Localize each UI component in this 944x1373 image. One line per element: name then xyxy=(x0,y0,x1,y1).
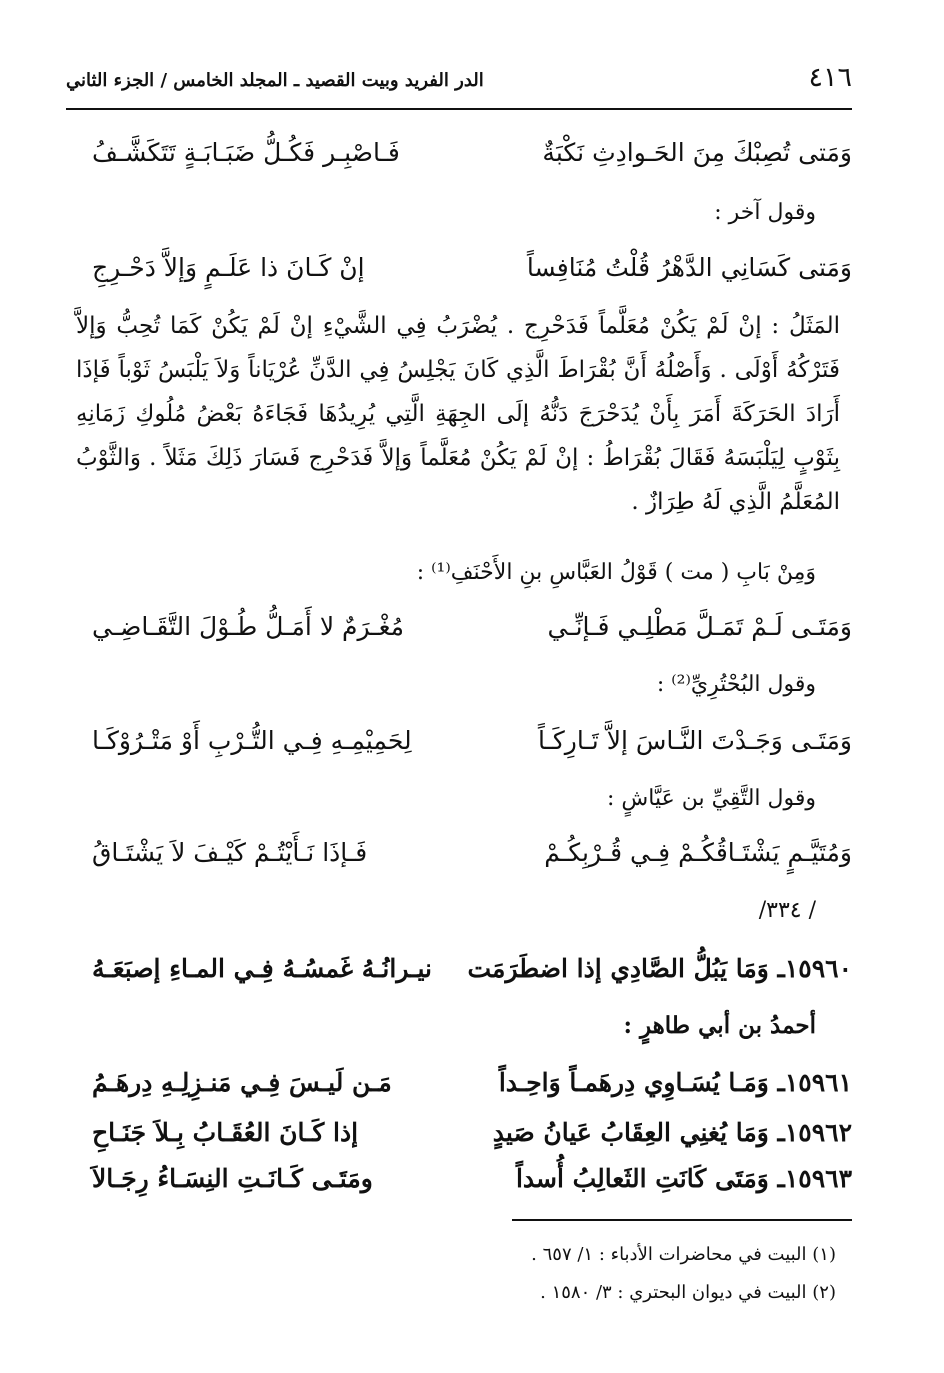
footnote: (١) البيت في محاضرات الأدباء : ١/ ٦٥٧ . xyxy=(531,1244,836,1265)
page-number: ٤١٦ xyxy=(808,62,852,93)
verse xyxy=(92,1164,852,1210)
verse-first-hemistich: وَمَتَـى لَـمْ تَمَـلَّ مَطْلِـي فَـإنِّـي xyxy=(547,612,852,641)
verse-first-hemistich: ١٥٩٦٢ـ وَمَا يُغنِي العِقَابُ عَيانُ صَيدٍ xyxy=(492,1118,852,1147)
attribution-label: وقول التَّقِيِّ بن عَيَّاشٍ : xyxy=(607,786,816,811)
running-title: الدر الفريد وبيت القصيد ـ المجلد الخامس / الجزء الثاني xyxy=(66,70,484,91)
verse-first-hemistich: وَمَتَـى وَجَـدْتَ النَّـاسَ إلاَّ تَـارِكَـاً xyxy=(537,726,852,755)
verse xyxy=(92,1118,852,1164)
verse xyxy=(92,612,852,658)
attribution-label: وقول البُحْتُرِيِّ⁽²⁾ : xyxy=(656,672,816,697)
proverb-paragraph: المَثَلُ : إنْ لَمْ يَكُنْ مُعَلَّماً فَدَحْرِج . يُضْرَبُ فِي الشَّيْءِ إنْ لَمْ يَكُنْ كَمَا تُحِبُّ وَإلاَّ فَتَرْكُهُ أَوْلَى . وَأَصْلُهُ أَنَّ بُقْرَاطَ الَّذِي كَانَ يَجْلِسُ فِي الدَّنِّ عُرْيَاناً وَلاَ يَلْبَسُ ثَوْباً فَإذَا أَرَادَ الحَرَكَةَ أَمَرَ بِأَنْ يُدَحْرَجَ دَنُّهُ إلَى الجِهَةِ الَّتِي يُرِيدُهَا فَجَاءَهُ بَعْضُ مُلُوكِ زَمَانِهِ بِثَوْبٍ لِيَلْبَسَهُ فَقَالَ بُقْرَاطُ : إنْ لَمْ يَكُنْ مُعَلَّماً وَإلاَّ فَدَحْرِج فَسَارَ ذَلِكَ مَثَلاً . وَالثَّوْبُ المُعَلَّمُ الَّذِي لَهُ طِرَازٌ . xyxy=(76,313,840,515)
verse-first-hemistich: ١٥٩٦٠ـ وَمَا يَبُلُّ الصَّادِي إذا اضطَرَمَت xyxy=(467,954,852,983)
folio-mark: / ٣٣٤/ xyxy=(758,898,816,923)
attribution-label: وقول آخر : xyxy=(714,200,816,225)
verse-second-hemistich: نيـرانُـهُ غَمسُـهُ فِـي المـاءِ إصبَعَـهُ xyxy=(92,954,432,983)
verse-first-hemistich: ١٥٩٦١ـ وَمَـا يُسَـاوِي دِرهَمـاً وَاحِـداً xyxy=(498,1068,852,1097)
verse xyxy=(92,838,852,884)
verse-second-hemistich: مَـن لَيـسَ فِـي مَنـزِلِـهِ دِرهَـمُ xyxy=(92,1068,392,1097)
verse xyxy=(92,138,852,184)
verse-first-hemistich: وَمَتى تُصِبْكَ مِنَ الحَـوادِثِ نَكْبَةٌ xyxy=(542,138,852,167)
verse-second-hemistich: لِحَمِيْمِـهِ فِـي التُّـرْبِ أَوْ مَتْـرُوْكَـا xyxy=(92,726,412,755)
verse-second-hemistich: إذا كَـانَ العُقَـابُ بِـلاَ جَنَـاحِ xyxy=(92,1118,359,1147)
verse-second-hemistich: فَـاصْبِـر فَكُـلُّ ضَبَـابَـةٍ تَتَكَشَّـفُ xyxy=(92,138,400,167)
footnote: (٢) البيت في ديوان البحتري : ٣/ ١٥٨٠ . xyxy=(540,1282,836,1303)
verse-first-hemistich: وَمَتى كَسَانِي الدَّهْرُ قُلْتُ مُنَافِساً xyxy=(526,253,852,282)
attribution-label: وَمِنْ بَابِ ( مت ) قَوْلُ العَبَّاسِ بنِ الأَحْنَفِ⁽¹⁾ : xyxy=(416,560,816,585)
verse xyxy=(92,1068,852,1114)
verse-second-hemistich: مُغْـرَمٌ لا أَمَـلُّ طُـوْلَ التَّقَـاضِـي xyxy=(92,612,405,641)
verse-second-hemistich: فَـإذَا نَـأَيْتُـمْ كَيْـفَ لاَ يَشْتَـاقُ xyxy=(92,838,368,867)
verse xyxy=(92,726,852,772)
running-header xyxy=(66,62,852,106)
poet-label: أحمدُ بن أبي طاهرٍ : xyxy=(623,1012,816,1039)
verse-second-hemistich: إنْ كَـانَ ذا عَلَـمٍ وَإلاَّ دَحْـرِجِ xyxy=(92,253,365,282)
verse-first-hemistich: وَمُتَيَّـمٍ يَشْتَـاقُكُـمْ فِـي قُـرْبِكُـمْ xyxy=(544,838,852,867)
verse xyxy=(92,253,852,299)
verse xyxy=(92,954,852,1000)
verse-second-hemistich: ومَتَـى كَـانَـتِ النِسَـاءُ رِجَـالاَ xyxy=(92,1164,373,1193)
footnote-rule xyxy=(512,1219,852,1221)
verse-first-hemistich: ١٥٩٦٣ـ وَمَتَى كَانَتِ الثَعالِبُ أُسداً xyxy=(515,1164,852,1193)
header-rule xyxy=(66,108,852,110)
